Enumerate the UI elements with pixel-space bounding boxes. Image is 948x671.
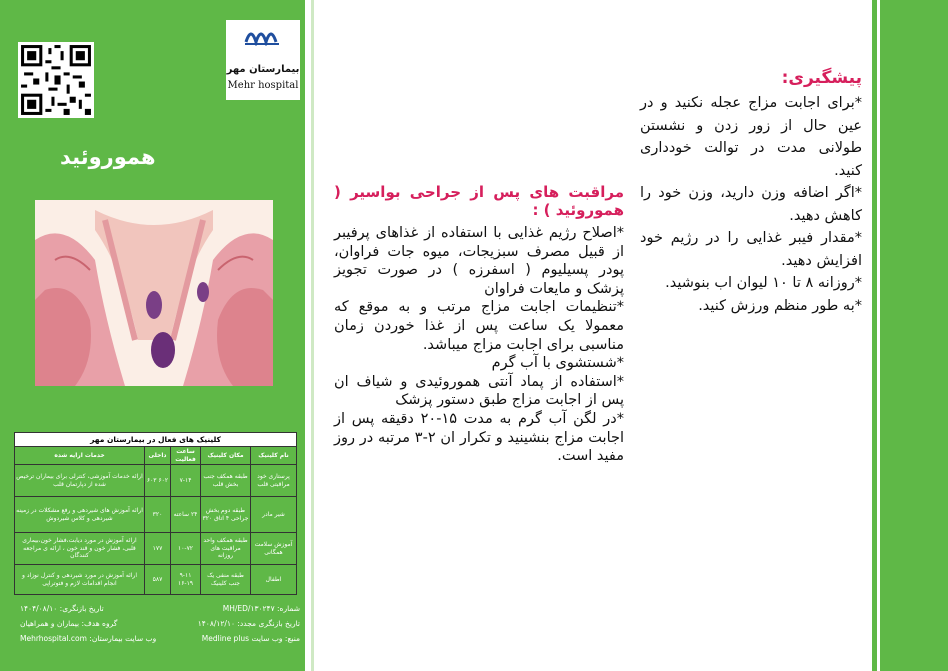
table-cell: طبقه دوم بخش جراحی ۴ اتاق ۳۲۰ <box>201 497 251 533</box>
table-row <box>15 465 297 497</box>
table-cell: آموزش سلامت همگانی <box>251 533 297 565</box>
list-item: *برای اجابت مزاج عجله نکنید و در عین حال از زور زدن و نشستن طولانی مدت در توالت خودداری کنید. <box>640 95 862 179</box>
target-audience: گروه هدف: بیماران و همراهیان <box>20 619 118 628</box>
list-item: *اصلاح رژیم غذایی با استفاده از غذاهای پرفیبر از قبیل مصرف سبزیجات، میوه جات فراوان، پودر پسیلیوم ( اسفرزه ) در صورت تجویز پزشک و مایعات فراوان <box>334 225 624 297</box>
hemorrhoid-illustration <box>35 200 273 386</box>
list-item: *شستشوی با آب گرم <box>491 355 624 372</box>
brochure-title: هموروئید <box>60 145 156 169</box>
list-item: *به طور منظم ورزش کنید. <box>698 297 862 314</box>
review-date: تاریخ بازنگری مجدد: ۱۴۰۸/۱۲/۱۰ <box>197 619 300 628</box>
list-item: *استفاده از پماد آنتی هموروئیدی و شیاف ان پس از اجابت مزاج طبق دستور پزشک <box>334 373 624 409</box>
table-header-row <box>15 447 297 465</box>
compiled-date: تاریخ بازنگری: ۱۴۰۴/۰۸/۱۰ <box>20 604 104 613</box>
table-cell: ۱۷۷ <box>145 533 171 565</box>
postop-list <box>334 224 624 466</box>
right-panel <box>886 0 948 671</box>
table-row <box>15 533 297 565</box>
qr-code-icon <box>18 42 94 118</box>
list-item: *اگر اضافه وزن دارید، وزن خود را کاهش دهید. <box>640 185 862 224</box>
table-cell: ارائه آموزش های شیردهی و رفع مشکلات در زمینه شیردهی و کلاس شیردوش <box>15 497 145 533</box>
divider-stripe <box>311 0 314 671</box>
column-header: مکان کلینیک <box>201 447 251 465</box>
column-header: داخلی <box>145 447 171 465</box>
table-cell: شیر مادر <box>251 497 297 533</box>
table-row <box>15 497 297 533</box>
table-cell: ۹-۱۱ ۱۶-۱۹ <box>171 565 201 595</box>
hospital-logo-icon <box>243 24 283 46</box>
table-cell: طبقه منفی یک جنب کلینیک <box>201 565 251 595</box>
table-cell: ارائه آموزش در مورد دیابت،فشار خون،بیماری قلبی، فشار خون و قند خون ، ارائه ی مراجعه کنندگان <box>15 533 145 565</box>
clinic-table-title: کلینیک های فعال در بیمارستان مهر <box>14 432 297 446</box>
list-item: *روزانه ۸ تا ۱۰ لیوان اب بنوشید. <box>665 275 862 291</box>
list-item: *تنظیمات اجابت مزاج مرتب و به موقع که معمولا یک ساعت پس از غذا خوردن زمان مناسبی برای اجابت مزاج میباشد. <box>334 299 624 353</box>
table-cell: ۷-۱۴ <box>171 465 201 497</box>
table-cell: ۵۸۷ <box>145 565 171 595</box>
clinic-table <box>14 432 297 595</box>
list-item: *مقدار فیبر غذایی را در رژیم خود افزایش دهید. <box>640 230 862 269</box>
table-cell: ۲۴ ساعته <box>171 497 201 533</box>
prevention-heading: پیشگیری: <box>781 68 862 88</box>
table-cell: ارائه خدمات آموزشی، کنترلی برای بیماران ترخیص شده از دپارتمان قلب <box>15 465 145 497</box>
table-cell: ۶۰۲ ۶۰۳ <box>145 465 171 497</box>
qr-code <box>18 42 94 118</box>
anatomy-illustration-icon <box>35 200 273 386</box>
table-cell: پرستاری خود مراقبتی قلب <box>251 465 297 497</box>
hospital-name-fa: بیمارستان مهر <box>226 64 300 75</box>
prevention-list <box>640 92 862 317</box>
list-item: *در لگن آب گرم به مدت ۱۵-۲۰ دقیقه پس از اجابت مزاج بنشینید و تکرار ان ۲-۳ مرتبه در روز مفید است. <box>334 410 624 465</box>
table-cell: طبقه همکف جنب بخش قلب <box>201 465 251 497</box>
table-cell: ۱۰-۷۲ <box>171 533 201 565</box>
table-cell: طبقه همکف واحد مراقبت های روزانه <box>201 533 251 565</box>
table-row <box>15 565 297 595</box>
hospital-website[interactable]: وب سایت بیمارستان: Mehrhospital.com <box>20 634 157 643</box>
table-cell: اطفال <box>251 565 297 595</box>
hospital-name-en: Mehr hospital <box>227 80 299 91</box>
column-header: خدمات ارایه شده <box>15 447 145 465</box>
table-cell: ۳۲۰ <box>145 497 171 533</box>
table-cell: ارائه آموزش در مورد شیردهی و کنترل نوزاد و انجام اقدامات لازم و فتوتراپی <box>15 565 145 595</box>
right-stripe <box>872 0 877 671</box>
column-header: نام کلینیک <box>251 447 297 465</box>
source: منبع: وب سایت Medline plus <box>201 634 300 643</box>
column-header: ساعت فعالیت <box>171 447 201 465</box>
document-code: شماره: MH/ED/۱۳۰۲۴۷ <box>222 604 300 613</box>
postop-heading: مراقبت های پس از جراحی بواسیر ( هموروئید ) : <box>334 183 624 219</box>
